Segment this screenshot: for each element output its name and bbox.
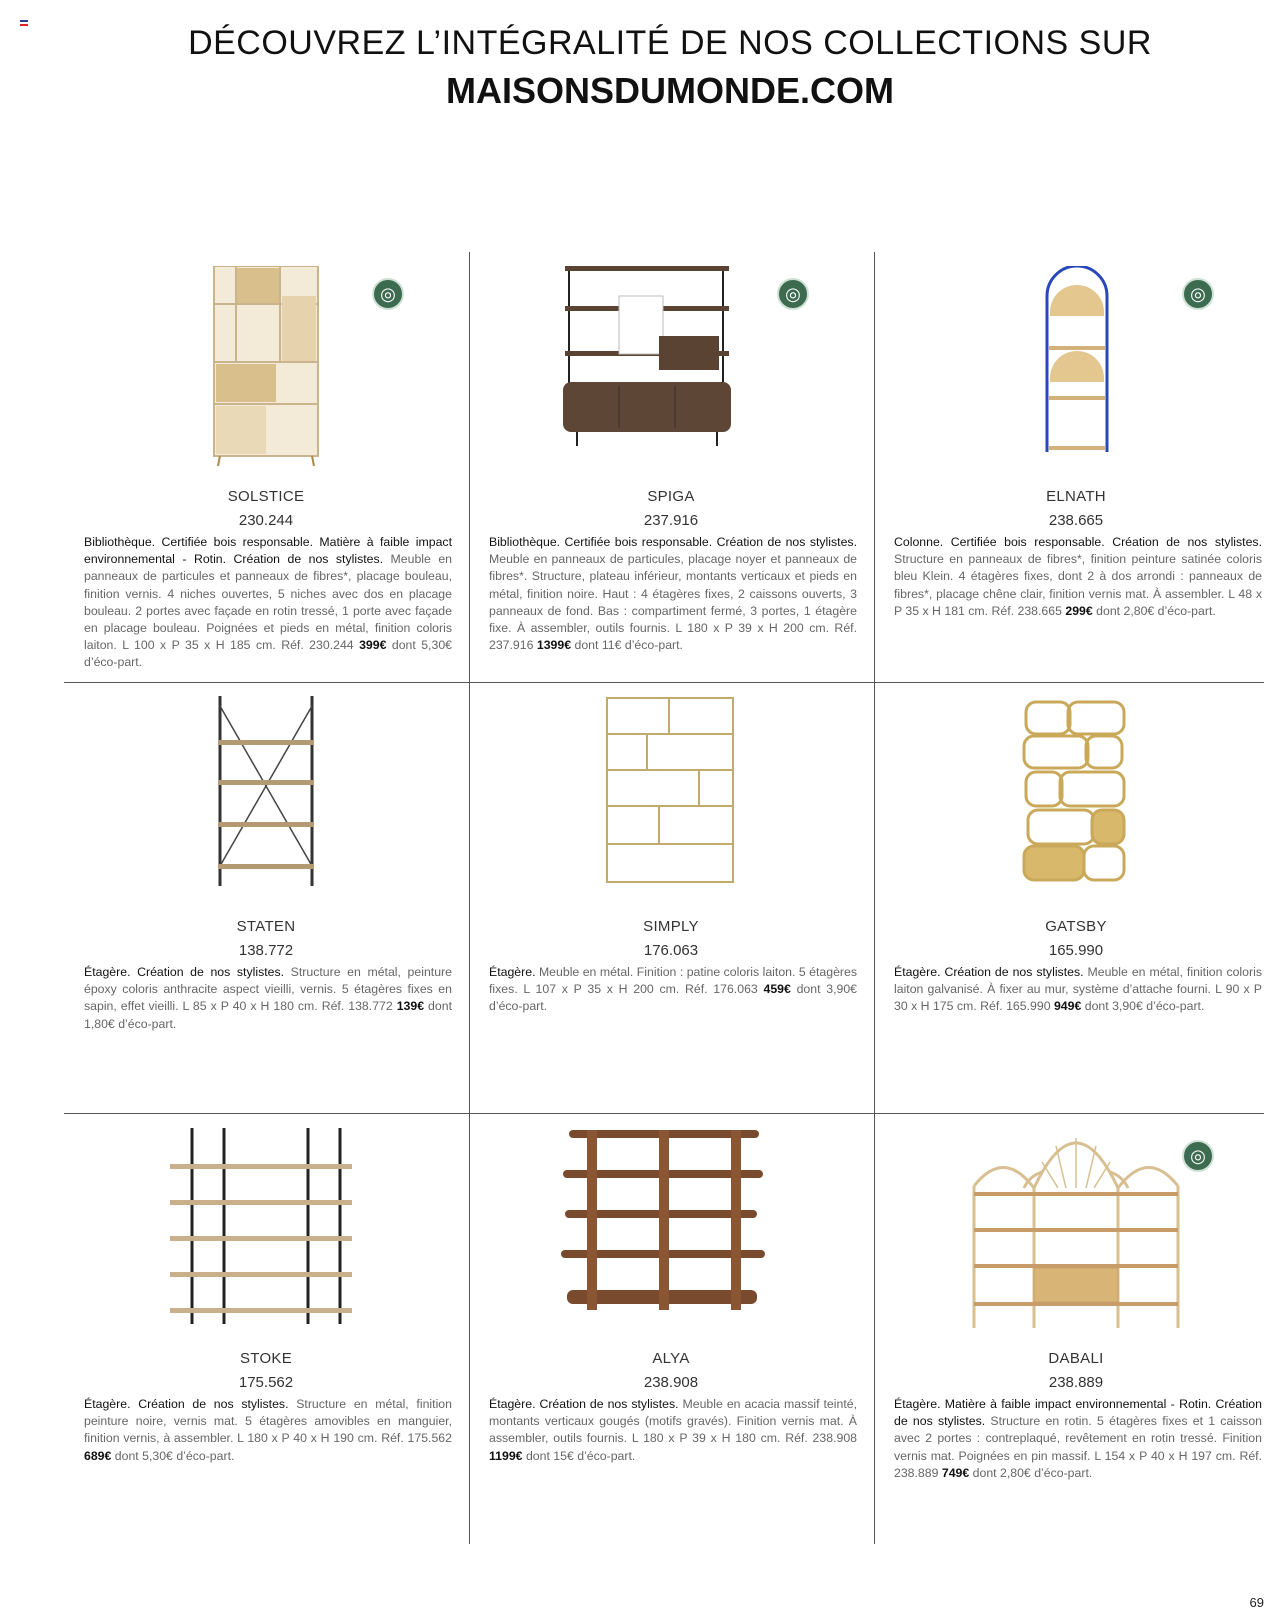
product-price: 749€	[941, 1465, 970, 1480]
product-price: 459€	[763, 982, 791, 997]
eco-part: dont 3,90€ d’éco-part.	[489, 982, 858, 1014]
product-name: STATEN	[236, 918, 296, 935]
desc-lead: Étagère. Matière à faible impact environnemental - Rotin. Création de nos stylistes.	[894, 1397, 1262, 1429]
globe-leaf-icon: ◎	[1182, 278, 1214, 310]
product-description	[489, 1396, 857, 1465]
divider	[64, 682, 1264, 683]
product-ref: 175.562	[238, 1374, 294, 1391]
product-image-spiga	[469, 266, 873, 476]
product-grid	[64, 252, 1264, 1544]
desc-body: Structure en métal, finition peinture noire, vernis mat. 5 étagères amovibles en manguier, finition vernis, à assembler. L 180 x P 40 x H 190 cm. Réf. 175.562	[84, 1397, 452, 1446]
product-price: 1399€	[536, 638, 572, 653]
product-name: SPIGA	[647, 488, 695, 505]
product-image-dabali	[874, 1128, 1278, 1338]
desc-body: Meuble en métal. Finition : patine coloris laiton. 5 étagères fixes. L 107 x P 35 x H 200 cm. Réf. 176.063	[489, 965, 857, 997]
product-price: 139€	[396, 999, 425, 1014]
page-number: 69	[1249, 1595, 1264, 1610]
desc-body: Structure en rotin. 5 étagères fixes et 1 caisson avec 2 portes : contreplaqué, revêtement en rotin tressé. Finition vernis mat. Poignées en pin massif. L 154 x P 40 x H 197 cm. Réf. 238.889	[894, 1414, 1263, 1480]
product-description	[489, 534, 857, 654]
header-line-1: DÉCOUVREZ L’INTÉGRALITÉ DE NOS COLLECTIONS SUR	[188, 24, 1152, 62]
product-price: 949€	[1053, 999, 1082, 1014]
eco-part: dont 15€ d’éco-part.	[522, 1448, 636, 1463]
desc-lead: Étagère. Création de nos stylistes.	[489, 1397, 679, 1411]
product-description	[84, 964, 452, 1033]
desc-lead: Étagère.	[489, 965, 536, 979]
product-image-solstice	[64, 266, 468, 476]
header-website[interactable]: MAISONSDUMONDE.COM	[446, 70, 894, 111]
product-price: 299€	[1065, 603, 1093, 618]
product-ref: 230.244	[238, 512, 294, 529]
eco-part: dont 2,80€ d’éco-part.	[969, 1465, 1093, 1480]
desc-body: Meuble en panneaux de particules et panneaux de fibres*, placage bouleau, finition vernis. 4 niches ouvertes, 5 niches avec dos en placage bouleau. 2 portes avec façade en rotin tressé, 1 porte avec façade en placage bouleau. Poignées et pieds en métal, finition coloris laiton. L 100 x P 35 x H 185 cm. Réf. 230.244	[84, 552, 453, 653]
product-name: ELNATH	[1046, 488, 1106, 505]
desc-body: Structure en métal, peinture époxy coloris anthracite aspect vieilli, vernis. 5 étagères fixes en sapin, effet vieilli. L 85 x P 40 x H 180 cm. Réf. 138.772	[84, 965, 452, 1014]
product-name: STOKE	[239, 1350, 293, 1367]
product-description	[894, 964, 1262, 1016]
product-name: DABALI	[1048, 1350, 1104, 1367]
product-description	[84, 534, 452, 672]
eco-part: dont 2,80€ d’éco-part.	[1092, 603, 1216, 618]
desc-lead: Bibliothèque. Certifiée bois responsable. Matière à faible impact environnemental - Rotin. Création de nos stylistes.	[84, 535, 452, 567]
product-name: ALYA	[652, 1350, 690, 1367]
desc-lead: Étagère. Création de nos stylistes.	[894, 965, 1084, 979]
product-image-stoke	[64, 1128, 468, 1338]
product-ref: 176.063	[643, 942, 699, 959]
product-image-staten	[64, 696, 468, 906]
eco-part: dont 1,80€ d’éco-part.	[84, 999, 452, 1031]
product-price: 399€	[359, 638, 387, 653]
globe-leaf-icon: ◎	[372, 278, 404, 310]
product-price: 689€	[84, 1448, 112, 1463]
desc-body: Meuble en panneaux de particules, placage noyer et panneaux de fibres*. Structure, plateau inférieur, montants verticaux et pieds en métal, finition noire. Haut : 4 étagères fixes, 2 caissons ouverts, 3 panneaux de fond. Bas : compartiment fermé, 3 portes, 1 étagère fixe. À assembler, outils fournis. L 180 x P 39 x H 200 cm. Réf. 237.916	[489, 552, 857, 653]
globe-leaf-icon: ◎	[1182, 1140, 1214, 1172]
product-image-simply	[469, 696, 873, 906]
product-name: SOLSTICE	[227, 488, 305, 505]
desc-lead: Colonne. Certifiée bois responsable. Création de nos stylistes.	[894, 535, 1262, 549]
desc-body: Meuble en acacia massif teinté, montants verticaux gougés (motifs gravés). Finition vernis mat. À assembler, outils fournis. L 180 x P 39 x H 180 cm. Réf. 238.908	[489, 1397, 857, 1446]
product-image-elnath	[874, 266, 1278, 476]
product-ref: 238.908	[643, 1374, 699, 1391]
desc-body: Meuble en métal, finition coloris laiton galvanisé. À fixer au mur, système d’attache fourni. L 90 x P 30 x H 175 cm. Réf. 165.990	[894, 965, 1262, 1014]
product-image-gatsby	[874, 696, 1278, 906]
desc-body: Structure en panneaux de fibres*, finition peinture satinée coloris bleu Klein. 4 étagères fixes, dont 2 à dos arrondi : panneaux de fibres*, placage chêne clair, finition vernis mat. À assembler. L 48 x P 35 x H 181 cm. Réf. 238.665	[894, 552, 1262, 618]
product-ref: 138.772	[238, 942, 294, 959]
product-description	[489, 964, 857, 1016]
product-description	[894, 534, 1262, 620]
page-header	[0, 22, 1280, 114]
eco-part: dont 3,90€ d’éco-part.	[1081, 999, 1205, 1014]
globe-leaf-icon: ◎	[777, 278, 809, 310]
eco-part: dont 11€ d’éco-part.	[571, 638, 683, 653]
product-image-alya	[469, 1128, 873, 1338]
product-description	[84, 1396, 452, 1465]
product-ref: 238.889	[1048, 1374, 1104, 1391]
product-ref: 165.990	[1048, 942, 1104, 959]
desc-lead: Étagère. Création de nos stylistes.	[84, 1397, 289, 1411]
eco-part: dont 5,30€ d’éco-part.	[84, 638, 452, 670]
product-ref: 237.916	[643, 512, 699, 529]
product-price: 1199€	[489, 1448, 523, 1463]
product-description	[894, 1396, 1262, 1482]
product-name: GATSBY	[1045, 918, 1107, 935]
product-name: SIMPLY	[643, 918, 699, 935]
desc-lead: Bibliothèque. Certifiée bois responsable. Création de nos stylistes.	[489, 535, 857, 549]
eco-part: dont 5,30€ d’éco-part.	[111, 1448, 235, 1463]
divider	[64, 1113, 1264, 1114]
product-ref: 238.665	[1048, 512, 1104, 529]
desc-lead: Étagère. Création de nos stylistes.	[84, 965, 285, 979]
